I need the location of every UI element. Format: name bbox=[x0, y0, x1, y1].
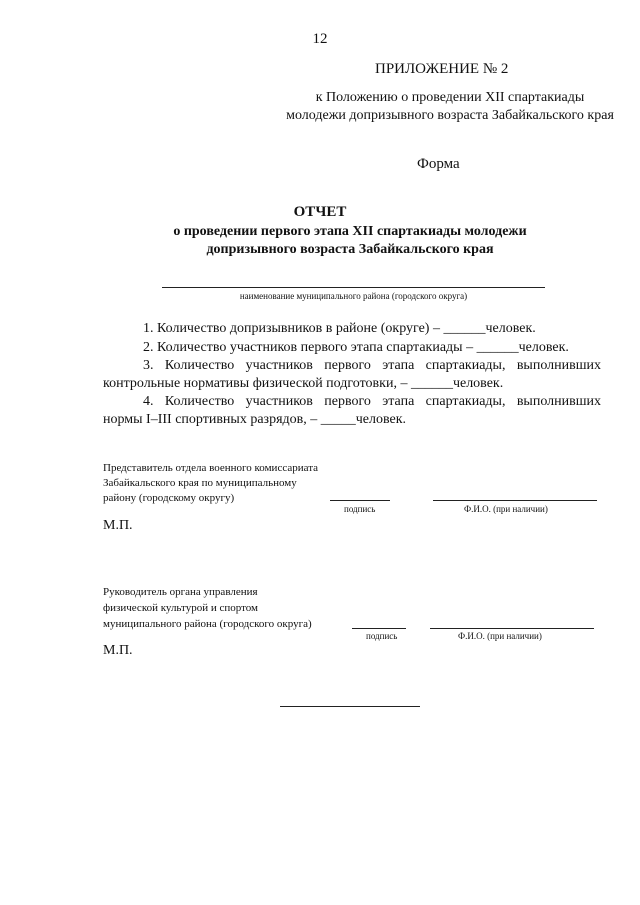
signatory-2-title-line2: физической культурой и спортом bbox=[103, 602, 259, 614]
appendix-subtitle: к Положению о проведении XII спартакиады молодежи допризывного возраста Забайкальского края bbox=[286, 90, 614, 123]
stamp-place-2: М.П. bbox=[103, 643, 133, 658]
end-divider bbox=[280, 706, 420, 707]
signature-1-line bbox=[330, 500, 390, 501]
appendix-title: ПРИЛОЖЕНИЕ № 2 bbox=[375, 61, 509, 77]
list-item-2: 2. Количество участников первого этапа спартакиады – ______человек. bbox=[143, 340, 569, 355]
list-item-4-line1: 4. Количество участников первого этапа спартакиады, выполнивших bbox=[143, 394, 601, 409]
name-2-caption: Ф.И.О. (при наличии) bbox=[458, 631, 542, 641]
municipality-fill-line bbox=[162, 287, 545, 288]
signatory-1-title-line3: району (городскому округу) bbox=[103, 492, 235, 504]
signature-2-line bbox=[352, 628, 406, 629]
page-number: 12 bbox=[312, 31, 328, 47]
municipality-caption: наименование муниципального района (городского округа) bbox=[239, 291, 468, 301]
list-item-3-line2: контрольные нормативы физической подготовки, – ______человек. bbox=[103, 376, 504, 391]
name-1-line bbox=[433, 500, 597, 501]
stamp-place-1: М.П. bbox=[103, 518, 133, 533]
report-title: ОТЧЕТ bbox=[293, 204, 347, 220]
signatory-1-title-line2: Забайкальского края по муниципальному bbox=[103, 477, 297, 489]
signature-1-caption: подпись bbox=[344, 504, 376, 514]
name-1-caption: Ф.И.О. (при наличии) bbox=[464, 504, 548, 514]
signatory-1-title-line1: Представитель отдела военного комиссариата bbox=[103, 462, 319, 474]
name-2-line bbox=[430, 628, 594, 629]
signature-2-caption: подпись bbox=[366, 631, 398, 641]
signatory-2-title-line1: Руководитель органа управления bbox=[103, 586, 258, 598]
list-item-3-line1: 3. Количество участников первого этапа спартакиады, выполнивших bbox=[143, 358, 601, 373]
signatory-2-title-line3: муниципального района (городского округа) bbox=[103, 618, 312, 630]
list-item-1: 1. Количество допризывников в районе (округе) – ______человек. bbox=[143, 321, 536, 336]
form-label: Форма bbox=[417, 156, 460, 172]
report-subtitle: о проведении первого этапа XII спартакиады молодежи допризывного возраста Забайкальского края bbox=[173, 224, 527, 257]
list-item-4-line2: нормы I–III спортивных разрядов, – _____человек. bbox=[103, 412, 407, 427]
